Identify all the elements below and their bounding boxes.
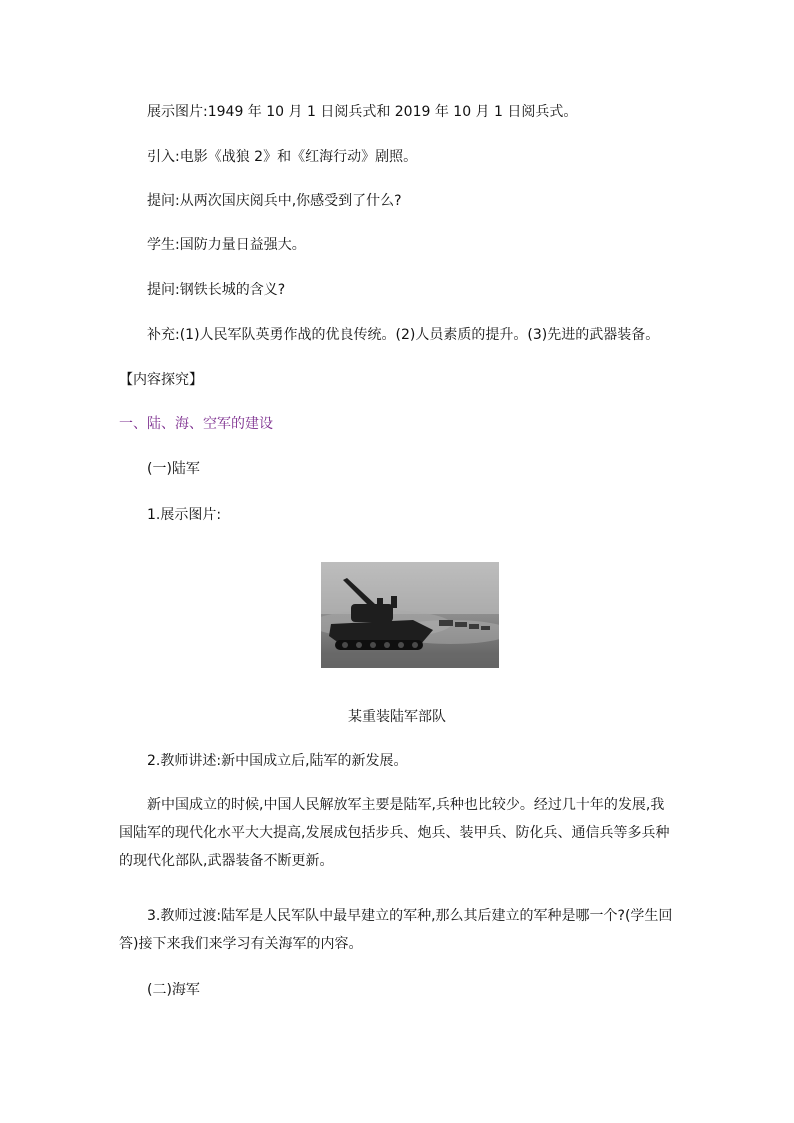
tank-photo: [321, 562, 499, 668]
intro-question-2: 提问:钢铁长城的含义?: [147, 282, 286, 298]
navy-subheading: (二)海军: [147, 982, 200, 998]
tank-photo-graphic: [321, 562, 499, 668]
figure-caption: 某重装陆军部队: [348, 709, 446, 725]
intro-lead-in: 引入:电影《战狼 2》和《红海行动》剧照。: [147, 149, 418, 165]
intro-show-images: 展示图片:1949 年 10 月 1 日阅兵式和 2019 年 10 月 1 日阅兵式。: [147, 104, 578, 120]
army-paragraph: 新中国成立的时候,中国人民解放军主要是陆军,兵种也比较少。经过几十年的发展,我国陆军的现代化水平大大提高,发展成包括步兵、炮兵、装甲兵、防化兵、通信兵等多兵种的现代化部队,武器装备不断更新。: [119, 797, 670, 869]
intro-supplement: 补充:(1)人民军队英勇作战的优良传统。(2)人员素质的提升。(3)先进的武器装备。: [147, 327, 660, 343]
army-item-2: 2.教师讲述:新中国成立后,陆军的新发展。: [147, 753, 408, 769]
army-item-1: 1.展示图片:: [147, 507, 222, 523]
section-1-heading: 一、陆、海、空军的建设: [119, 416, 273, 432]
army-item-3: 3.教师过渡:陆军是人民军队中最早建立的军种,那么其后建立的军种是哪一个?(学生回答)接下来我们来学习有关海军的内容。: [119, 908, 673, 952]
intro-question-1: 提问:从两次国庆阅兵中,你感受到了什么?: [147, 193, 402, 209]
army-subheading: (一)陆军: [147, 461, 200, 477]
section-label: 【内容探究】: [119, 372, 203, 388]
intro-student-answer: 学生:国防力量日益强大。: [147, 237, 306, 253]
